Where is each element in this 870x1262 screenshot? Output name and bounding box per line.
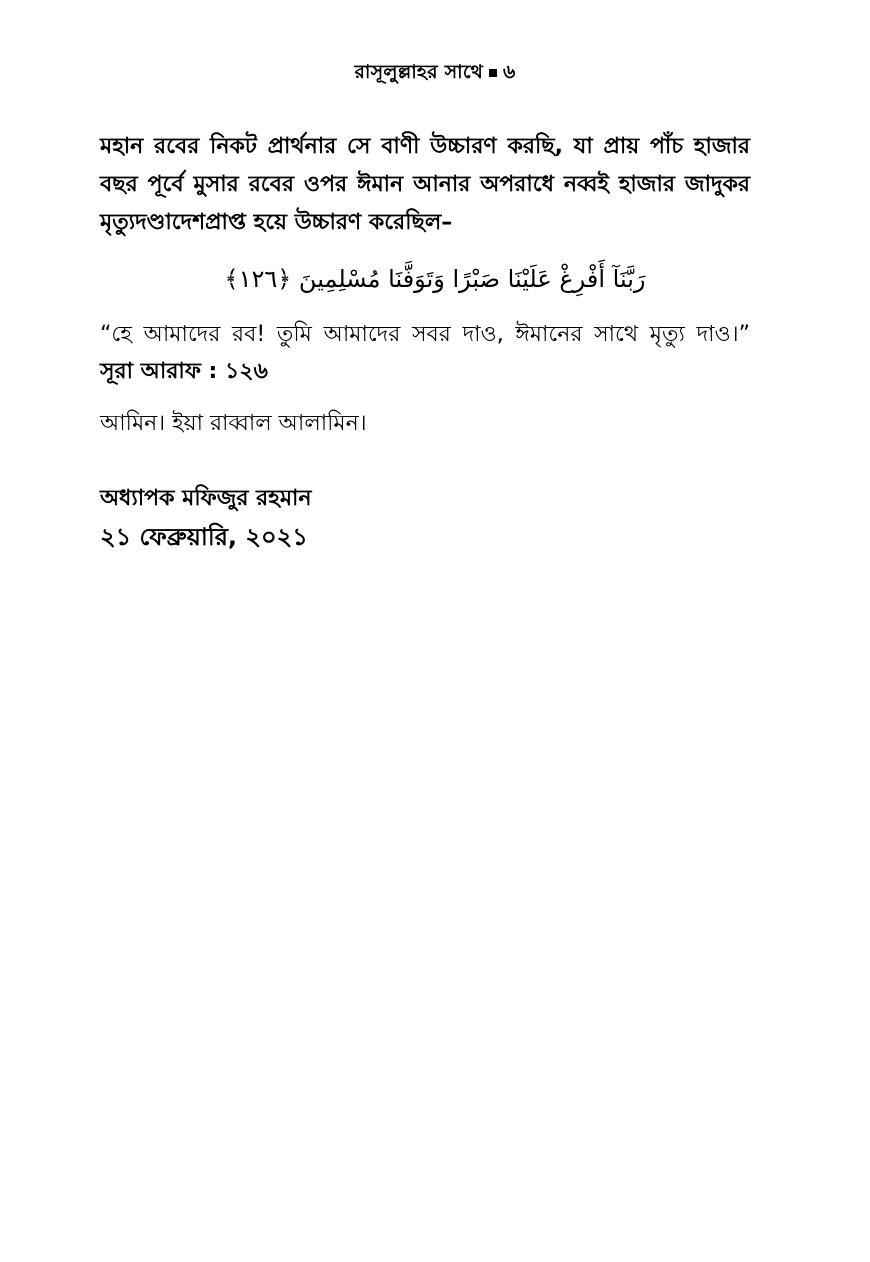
intro-paragraph xyxy=(100,128,750,242)
header-title: রাসূলুল্লাহর সাথে xyxy=(354,61,483,83)
arabic-verse: رَبَّنَآ أَفْرِغْ عَلَيْنَا صَبْرًا وَتَوَفَّنَا مُسْلِمِينَ ﴿١٢٦﴾ xyxy=(224,265,646,293)
intro-text: মহান রবের নিকট প্রার্থনার সে বাণী উচ্চারণ করছি, যা প্রায় পাঁচ হাজার বছর পূর্বে মুসার রবের ওপর ঈমান আনার অপরাধে নব্বই হাজার জাদুকর মৃত্যুদণ্ডাদেশপ্রাপ্ত হয়ে উচ্চারণ করেছিল– xyxy=(100,134,750,235)
running-header xyxy=(0,58,870,90)
header-separator-square xyxy=(489,69,497,77)
verse-translation: “হে আমাদের রব! তুমি আমাদের সবর দাও, ঈমানের সাথে মৃত্যু দাও।” xyxy=(100,322,750,347)
header-page-number: ৬ xyxy=(502,61,516,83)
signature-block xyxy=(100,480,750,556)
closing-prayer: আমিন। ইয়া রাব্বাল আলামিন। xyxy=(100,411,367,436)
author-name: অধ্যাপক মফিজুর রহমান xyxy=(100,486,312,511)
signature-date: ২১ ফেব্রুয়ারি, ২০২১ xyxy=(100,523,308,551)
verse-reference: সূরা আরাফ : ১২৬ xyxy=(100,359,268,384)
verse-translation-block xyxy=(100,316,750,390)
